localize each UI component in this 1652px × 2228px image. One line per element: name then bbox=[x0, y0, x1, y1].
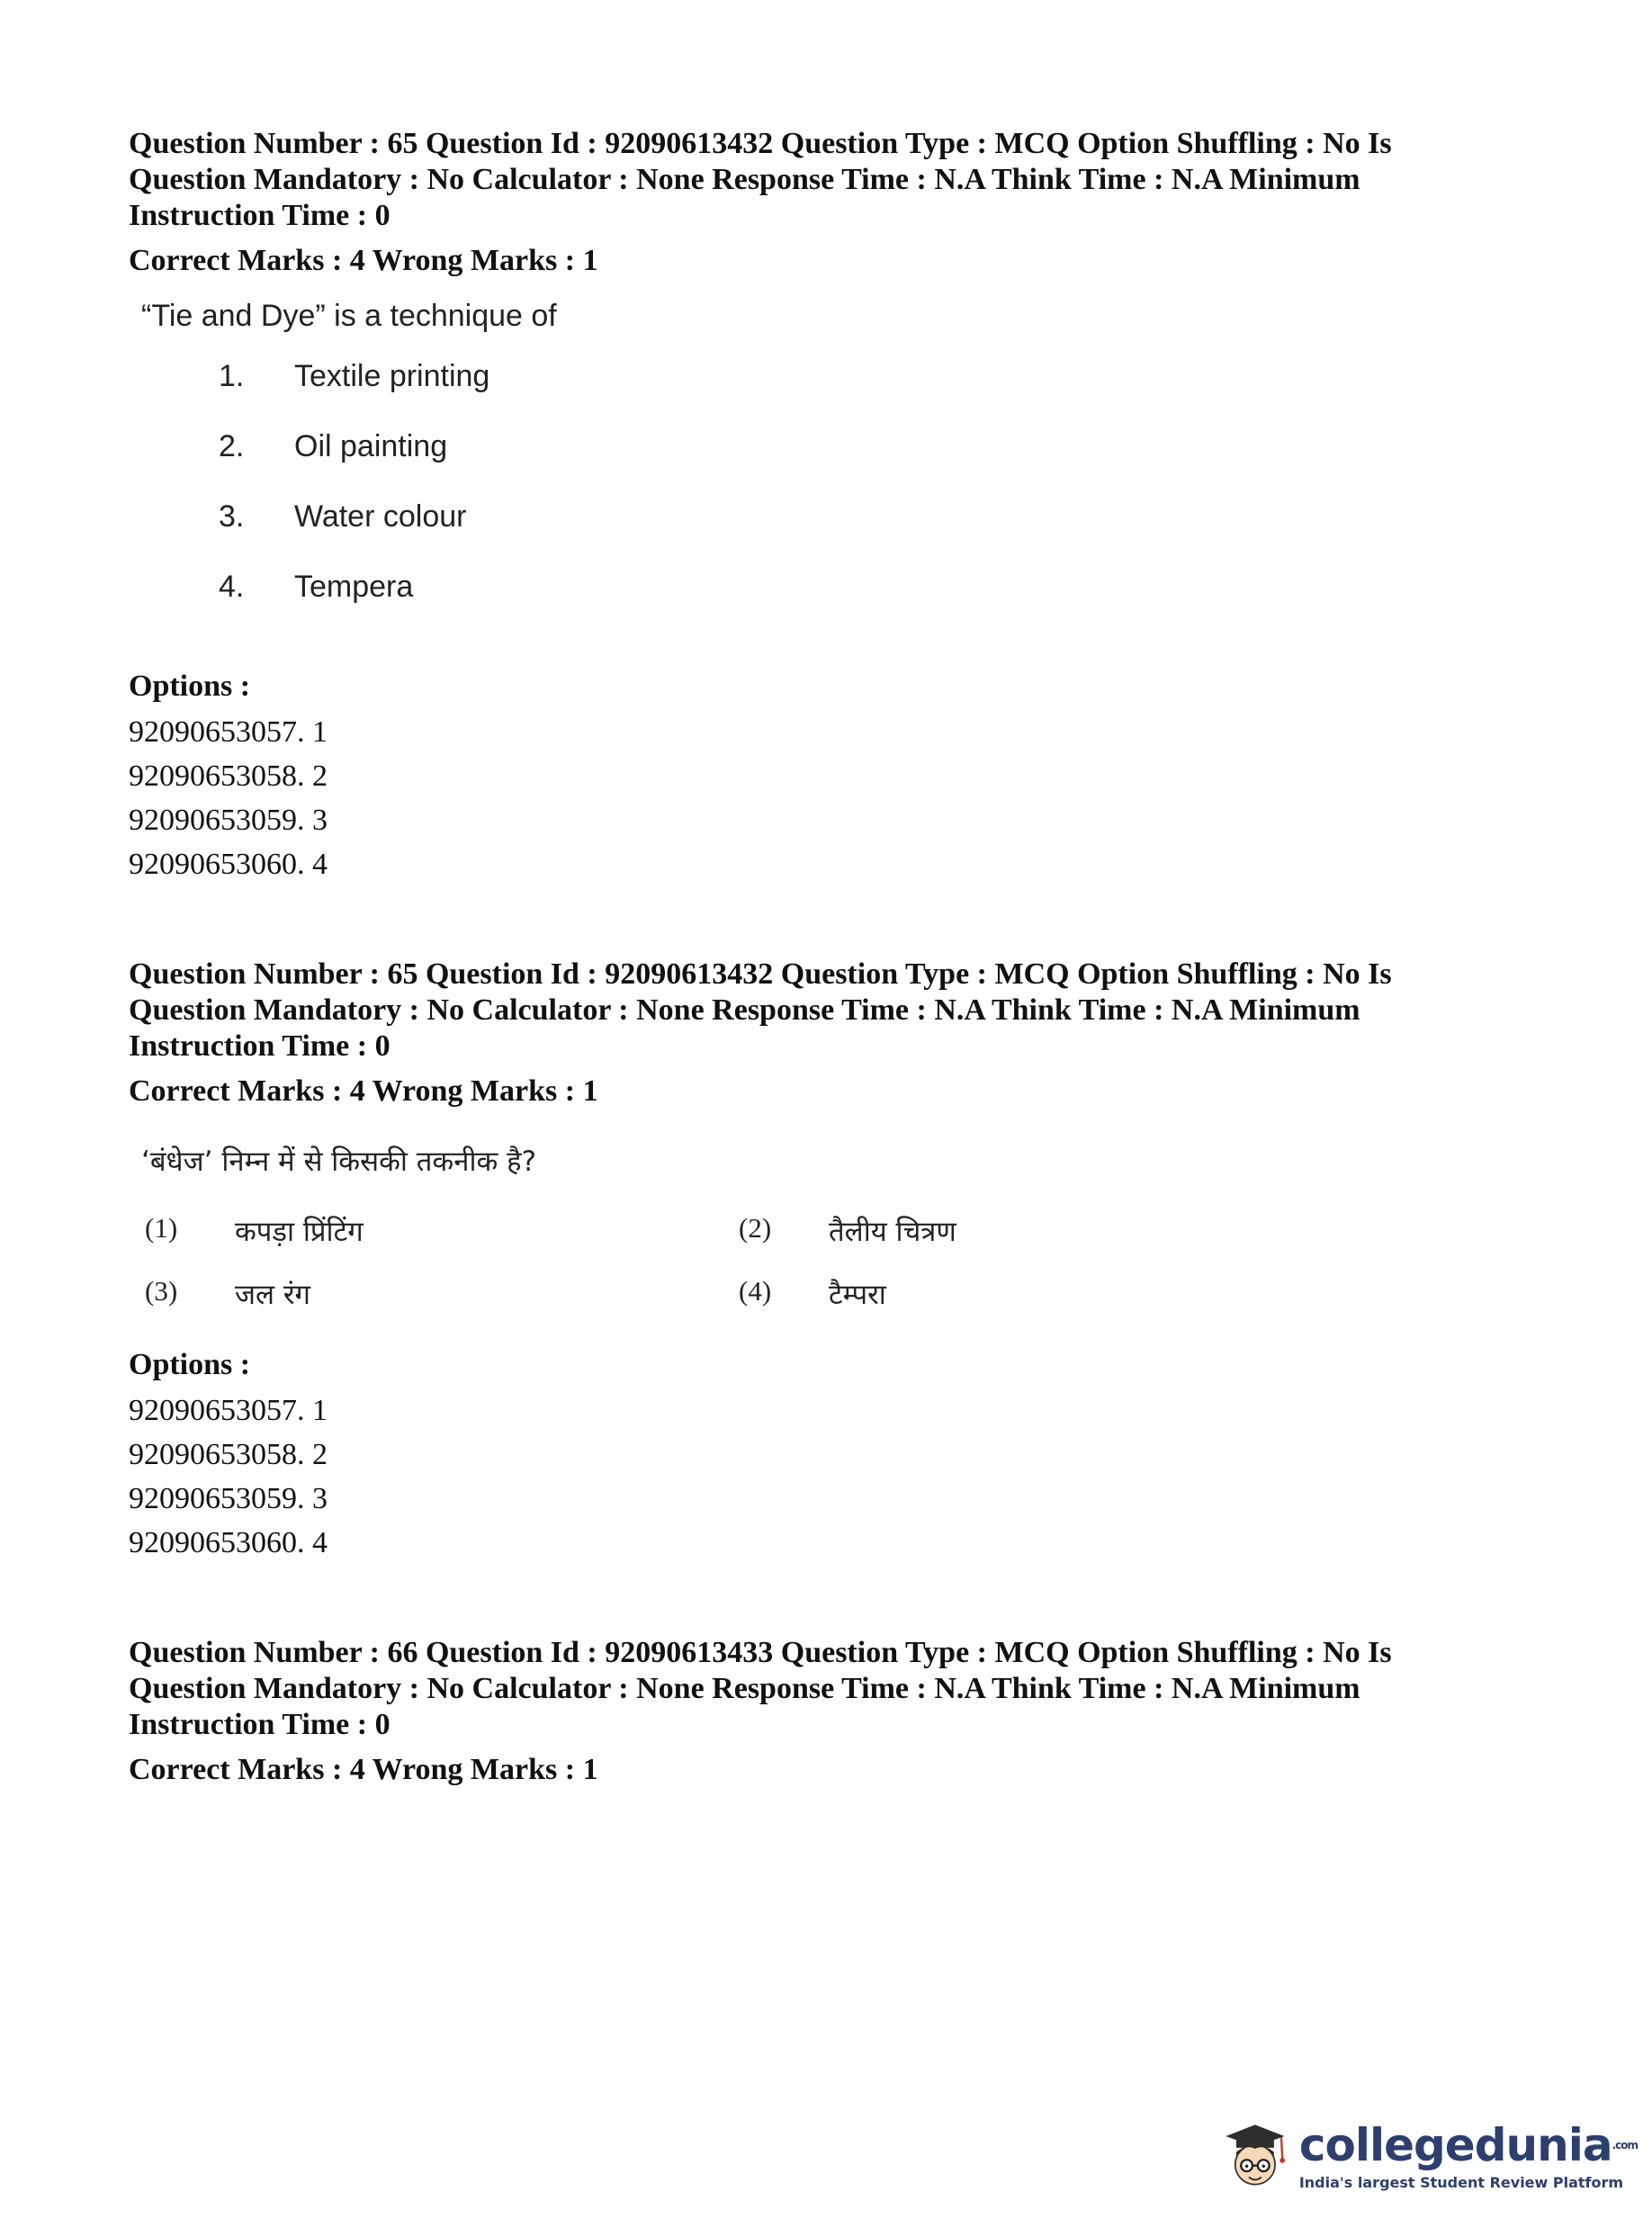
choice-item bbox=[739, 1275, 1189, 1313]
marks-line: Correct Marks : 4 Wrong Marks : 1 bbox=[129, 1074, 598, 1108]
question-meta-line: Question Number : 65 Question Id : 92090613432 Question Type : MCQ Option Shuffling : No Is bbox=[129, 127, 1392, 160]
choice-item bbox=[219, 424, 1532, 494]
choice-text: Oil painting bbox=[294, 429, 448, 463]
choice-list bbox=[219, 354, 1532, 634]
choice-item bbox=[739, 1212, 1189, 1250]
option-id: 92090653058. 2 bbox=[129, 1438, 328, 1471]
choice-item bbox=[219, 354, 1532, 424]
logo-text bbox=[1299, 2120, 1638, 2191]
choice-text: टैम्परा bbox=[829, 1279, 886, 1311]
option-id: 92090653058. 2 bbox=[129, 759, 328, 793]
option-id: 92090653057. 1 bbox=[129, 715, 328, 749]
choice-number: (3) bbox=[145, 1275, 178, 1307]
choice-grid bbox=[145, 1212, 1532, 1313]
choice-text: Water colour bbox=[294, 499, 467, 534]
question-meta-line: Question Mandatory : No Calculator : None Response Time : N.A Think Time : N.A Minimum bbox=[129, 163, 1360, 196]
question-meta-line: Instruction Time : 0 bbox=[129, 199, 391, 232]
choice-text: कपड़ा प्रिंटिंग bbox=[235, 1216, 364, 1248]
choice-item bbox=[219, 564, 1532, 634]
choice-number: (1) bbox=[145, 1212, 178, 1244]
choice-number: 2. bbox=[219, 429, 245, 463]
choice-text: जल रंग bbox=[235, 1279, 311, 1311]
choice-number: (4) bbox=[739, 1275, 772, 1307]
question-stem: ‘बंधेज’ निम्न में से किसकी तकनीक है? bbox=[141, 1145, 537, 1178]
choice-text: तैलीय चित्रण bbox=[829, 1216, 956, 1248]
choice-item bbox=[219, 494, 1532, 564]
collegedunia-logo[interactable] bbox=[1224, 2097, 1638, 2214]
options-list bbox=[129, 1388, 1532, 1565]
choice-item bbox=[145, 1212, 739, 1250]
question-meta-line: Instruction Time : 0 bbox=[129, 1708, 391, 1741]
question-meta-line: Question Number : 65 Question Id : 92090613432 Question Type : MCQ Option Shuffling : No Is bbox=[129, 957, 1392, 991]
marks-line: Correct Marks : 4 Wrong Marks : 1 bbox=[129, 244, 598, 277]
question-meta-line: Question Mandatory : No Calculator : None Response Time : N.A Think Time : N.A Minimum bbox=[129, 1672, 1360, 1705]
choice-text: Tempera bbox=[294, 570, 414, 604]
option-id: 92090653059. 3 bbox=[129, 804, 328, 837]
choice-number: 3. bbox=[219, 499, 245, 534]
marks-line: Correct Marks : 4 Wrong Marks : 1 bbox=[129, 1753, 598, 1786]
choice-number: 1. bbox=[219, 359, 245, 393]
question-block-65-hi bbox=[129, 957, 1532, 1565]
option-id: 92090653060. 4 bbox=[129, 848, 328, 881]
option-id: 92090653057. 1 bbox=[129, 1394, 328, 1427]
choice-text: Textile printing bbox=[294, 359, 490, 393]
option-id: 92090653059. 3 bbox=[129, 1482, 328, 1515]
student-mascot-icon bbox=[1224, 2099, 1287, 2211]
logo-tagline: India's largest Student Review Platform bbox=[1298, 2173, 1624, 2191]
choice-number: (2) bbox=[739, 1212, 772, 1244]
options-list bbox=[129, 710, 1532, 886]
question-meta-line: Question Mandatory : No Calculator : None Response Time : N.A Think Time : N.A Minimum bbox=[129, 993, 1360, 1027]
question-block-66 bbox=[129, 1635, 1532, 1788]
choice-item bbox=[145, 1275, 739, 1313]
question-meta-line: Question Number : 66 Question Id : 92090613433 Question Type : MCQ Option Shuffling : No Is bbox=[129, 1636, 1392, 1669]
options-label: Options : bbox=[129, 1348, 251, 1381]
question-paper bbox=[129, 126, 1532, 1858]
question-meta-line: Instruction Time : 0 bbox=[129, 1029, 391, 1063]
option-id: 92090653060. 4 bbox=[129, 1526, 328, 1559]
logo-domain: .com bbox=[1612, 2138, 1638, 2152]
question-block-65-en bbox=[129, 126, 1532, 886]
options-label: Options : bbox=[129, 669, 251, 703]
logo-name: collegedunia bbox=[1298, 2118, 1612, 2171]
logo-wordmark bbox=[1299, 2120, 1638, 2170]
choice-number: 4. bbox=[219, 570, 245, 604]
question-stem: “Tie and Dye” is a technique of bbox=[141, 299, 557, 333]
